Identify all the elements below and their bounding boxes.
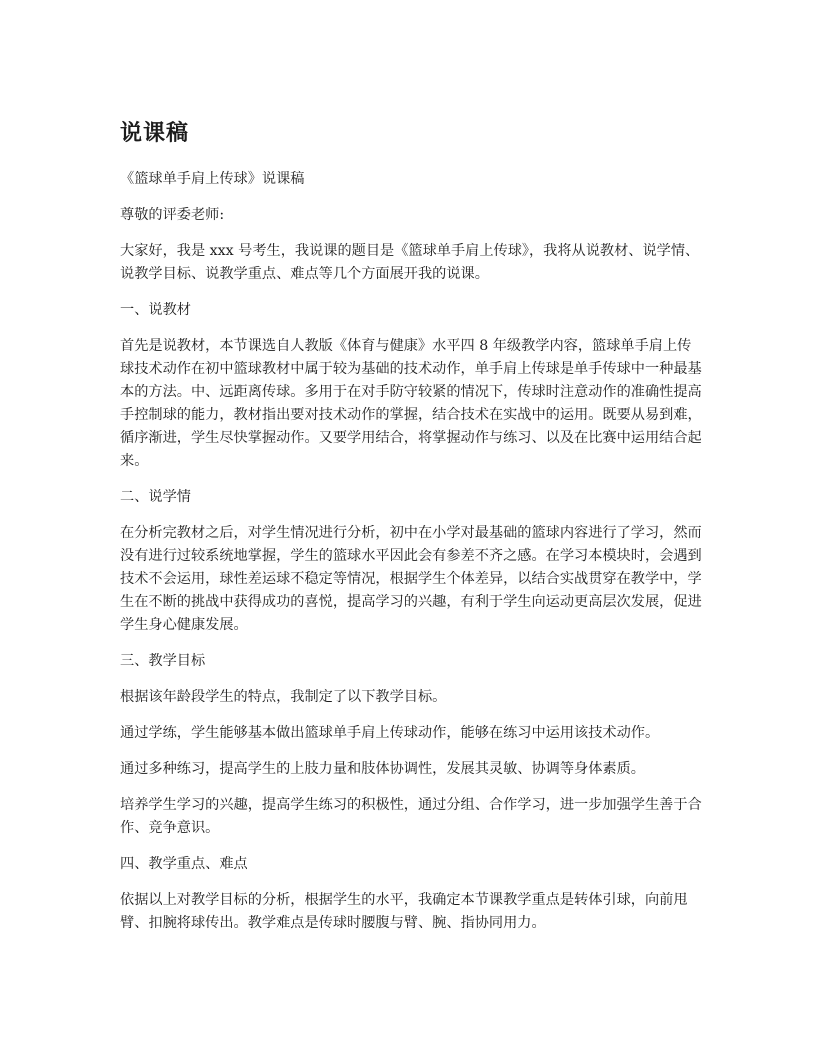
lesson-title-line: 《篮球单手肩上传球》说课稿: [120, 171, 305, 187]
document-page: [120, 118, 702, 948]
goal-attitude-paragraph: 培养学生学习的兴趣，提高学生练习的积极性，通过分组、合作学习，进一步加强学生善于合作、竞争意识。: [120, 797, 702, 836]
section-heading-student-analysis: 二、说学情: [120, 489, 191, 505]
student-analysis-paragraph: 在分析完教材之后，对学生情况进行分析，初中在小学对最基础的篮球内容进行了学习，然而没有进行过较系统地掌握，学生的篮球水平因此会有参差不齐之感。在学习本模块时，会遇到技术不会运用，球性差运球不稳定等情况，根据学生个体差异，以结合实战贯穿在教学中，学生在不断的挑战中获得成功的喜悦，提高学习的兴趣，有利于学生向运动更高层次发展，促进学生身心健康发展。: [120, 525, 702, 633]
key-points-paragraph: 依据以上对教学目标的分析，根据学生的水平，我确定本节课教学重点是转体引球，向前甩臂、扣腕将球传出。教学难点是传球时腰腹与臂、腕、指协同用力。: [120, 892, 688, 931]
goal-fitness-paragraph: 通过多种练习，提高学生的上肢力量和肢体协调性，发展其灵敏、协调等身体素质。: [120, 761, 645, 777]
goal-skill-paragraph: 通过学练，学生能够基本做出篮球单手肩上传球动作，能够在练习中运用该技术动作。: [120, 725, 660, 741]
intro-paragraph: 大家好，我是 xxx 号考生，我说课的题目是《篮球单手肩上传球》，我将从说教材、说学情、说教学目标、说教学重点、难点等几个方面展开我的说课。: [120, 243, 700, 282]
document-title: 说课稿: [120, 121, 190, 146]
salutation: 尊敬的评委老师:: [120, 207, 225, 223]
section-heading-teaching-goals: 三、教学目标: [120, 653, 206, 669]
section-heading-key-points: 四、教学重点、难点: [120, 856, 248, 872]
textbook-paragraph: 首先是说教材，本节课选自人教版《体育与健康》水平四 8 年级教学内容，篮球单手肩上传球技术动作在初中篮球教材中属于较为基础的技术动作，单手肩上传球是单手传球中一种最基本的方法。中、远距离传球。多用于在对手防守较紧的情况下，传球时注意动作的准确性提高手控制球的能力，教材指出要对技术动作的掌握，结合技术在实战中的运用。既要从易到难，循序渐进，学生尽快掌握动作。又要学用结合，将掌握动作与练习、以及在比赛中运用结合起来。: [120, 338, 702, 469]
goals-intro-paragraph: 根据该年龄段学生的特点，我制定了以下教学目标。: [120, 689, 447, 705]
section-heading-textbook: 一、说教材: [120, 302, 191, 318]
